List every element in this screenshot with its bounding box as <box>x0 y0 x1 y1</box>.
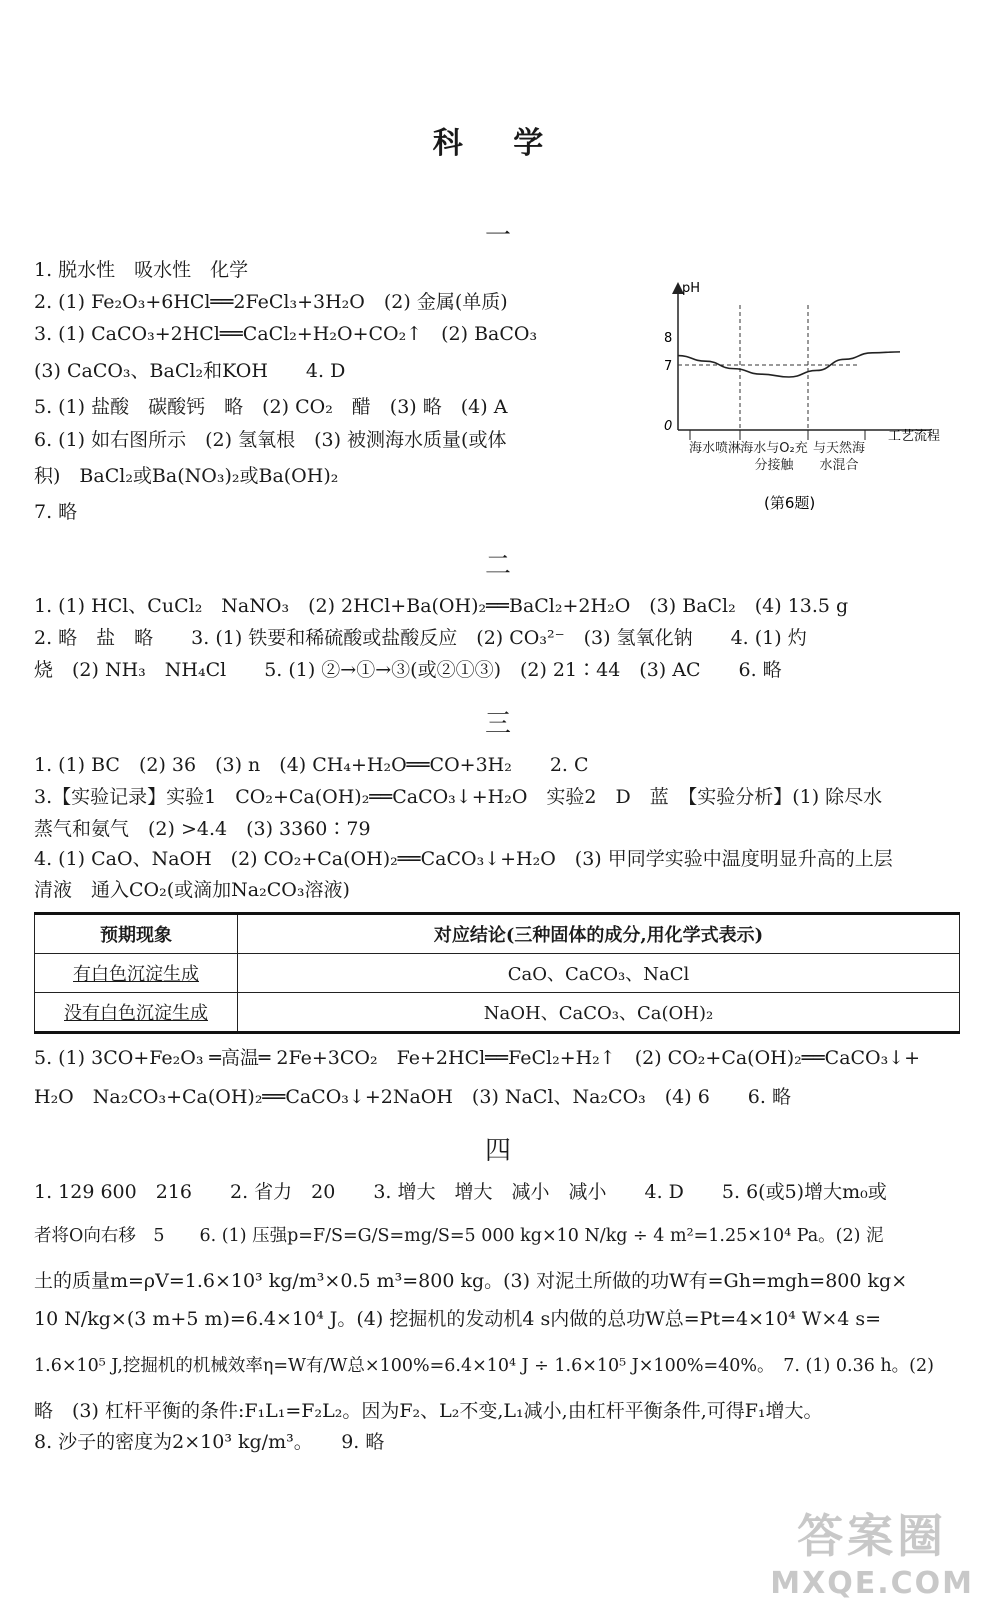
y-tick-0: 0 <box>664 419 673 434</box>
section-heading-2: 二 <box>484 551 511 581</box>
watermark <box>770 1500 974 1601</box>
answer-line: 略 (3) 杠杆平衡的条件:F₁L₁=F₂L₂。因为F₂、L₂不变,L₁减小,由杠杆平衡条件,可得F₁增大。 <box>34 1400 823 1422</box>
answer-line: 6. (1) 如右图所示 (2) 氢氧根 (3) 被测海水质量(或体 <box>34 429 507 451</box>
table-cell: 有白色沉淀生成 <box>35 954 238 993</box>
answer-line: 5. (1) 盐酸 碳酸钙 略 (2) CO₂ 醋 (3) 略 (4) A <box>34 396 508 418</box>
answer-line: 5. (1) 3CO+Fe₂O₃ ═高温═ 2Fe+3CO₂ Fe+2HCl══FeCl₂+H₂↑ (2) CO₂+Ca(OH)₂══CaCO₃↓+ <box>34 1047 921 1069</box>
section-heading-3: 三 <box>484 709 511 739</box>
watermark-text: 答案圈 <box>797 1509 948 1563</box>
answer-line: 3.【实验记录】实验1 CO₂+Ca(OH)₂══CaCO₃↓+H₂O 实验2 D 蓝 【实验分析】(1) 除尽水 <box>34 786 883 808</box>
section-heading-4: 四 <box>484 1136 511 1166</box>
answer-line: 土的质量m=ρV=1.6×10³ kg/m³×0.5 m³=800 kg。(3) 对泥土所做的功W有=Gh=mgh=800 kg× <box>34 1270 908 1292</box>
results-table <box>34 912 960 1034</box>
answer-line: 1.6×10⁵ J,挖掘机的机械效率η=W有/W总×100%=6.4×10⁴ J ÷ 1.6×10⁵ J×100%=40%。 7. (1) 0.36 h。(2) <box>34 1356 934 1376</box>
answer-line: 7. 略 <box>34 501 78 523</box>
table-cell: NaOH、CaCO₃、Ca(OH)₂ <box>238 993 960 1033</box>
table-header: 对应结论(三种固体的成分,用化学式表示) <box>238 914 960 954</box>
y-tick-7: 7 <box>664 359 673 374</box>
answer-line: 1. 129 600 216 2. 省力 20 3. 增大 增大 减小 减小 4. D 5. 6(或5)增大m₀或 <box>34 1181 887 1203</box>
answer-line: 积) BaCl₂或Ba(NO₃)₂或Ba(OH)₂ <box>34 465 339 487</box>
answer-line: 4. (1) CaO、NaOH (2) CO₂+Ca(OH)₂══CaCO₃↓+H₂O (3) 甲同学实验中温度明显升高的上层 <box>34 848 893 870</box>
answer-line: 1. 脱水性 吸水性 化学 <box>34 259 249 281</box>
answer-line: 清液 通入CO₂(或滴加Na₂CO₃溶液) <box>34 879 350 901</box>
answer-line: 10 N/kg×(3 m+5 m)=6.4×10⁴ J。(4) 挖掘机的发动机4 s内做的总功W总=Pt=4×10⁴ W×4 s= <box>34 1308 882 1330</box>
stage-label: 与天然海水混合 <box>812 441 865 473</box>
section-heading-1: 一 <box>484 221 511 251</box>
stage-label: 海水与O₂充分接触 <box>740 441 808 473</box>
table-row <box>35 993 960 1033</box>
watermark-url: MXQE.COM <box>770 1566 974 1601</box>
answer-line: 2. 略 盐 略 3. (1) 铁要和稀硫酸或盐酸反应 (2) CO₃²⁻ (3) 氢氧化钠 4. (1) 灼 <box>34 627 807 649</box>
ph-curve <box>678 352 900 377</box>
figure-caption: (第6题) <box>764 494 816 512</box>
y-axis-label: pH <box>682 281 701 296</box>
answer-line: 2. (1) Fe₂O₃+6HCl══2FeCl₃+3H₂O (2) 金属(单质) <box>34 291 508 313</box>
answer-line: 8. 沙子的密度为2×10³ kg/m³。 9. 略 <box>34 1431 385 1453</box>
table-cell: 没有白色沉淀生成 <box>35 993 238 1033</box>
x-axis-label: 工艺流程 <box>888 429 941 444</box>
answer-line: 者将O向右移 5 6. (1) 压强p=F/S=G/S=mg/S=5 000 kg×10 N/kg ÷ 4 m²=1.25×10⁴ Pa。(2) 泥 <box>34 1226 884 1246</box>
answer-line: (3) CaCO₃、BaCl₂和KOH 4. D <box>34 360 346 382</box>
answer-line: 1. (1) BC (2) 36 (3) n (4) CH₄+H₂O══CO+3H₂ 2. C <box>34 754 589 776</box>
table-cell: CaO、CaCO₃、NaCl <box>238 954 960 993</box>
table-header: 预期现象 <box>35 914 238 954</box>
page-title: 科 学 <box>432 126 564 161</box>
stage-label: 海水喷淋 <box>688 441 741 456</box>
ph-figure <box>660 280 960 520</box>
answer-line: H₂O Na₂CO₃+Ca(OH)₂══CaCO₃↓+2NaOH (3) NaCl、Na₂CO₃ (4) 6 6. 略 <box>34 1086 791 1108</box>
answer-line: 烧 (2) NH₃ NH₄Cl 5. (1) ②→①→③(或②①③) (2) 21∶44 (3) AC 6. 略 <box>34 659 782 681</box>
answer-line: 蒸气和氨气 (2) >4.4 (3) 3360∶79 <box>34 818 371 840</box>
answer-line: 3. (1) CaCO₃+2HCl══CaCl₂+H₂O+CO₂↑ (2) BaCO₃ <box>34 323 538 345</box>
table-row <box>35 954 960 993</box>
answer-line: 1. (1) HCl、CuCl₂ NaNO₃ (2) 2HCl+Ba(OH)₂══BaCl₂+2H₂O (3) BaCl₂ (4) 13.5 g <box>34 595 849 617</box>
y-tick-8: 8 <box>664 331 673 346</box>
